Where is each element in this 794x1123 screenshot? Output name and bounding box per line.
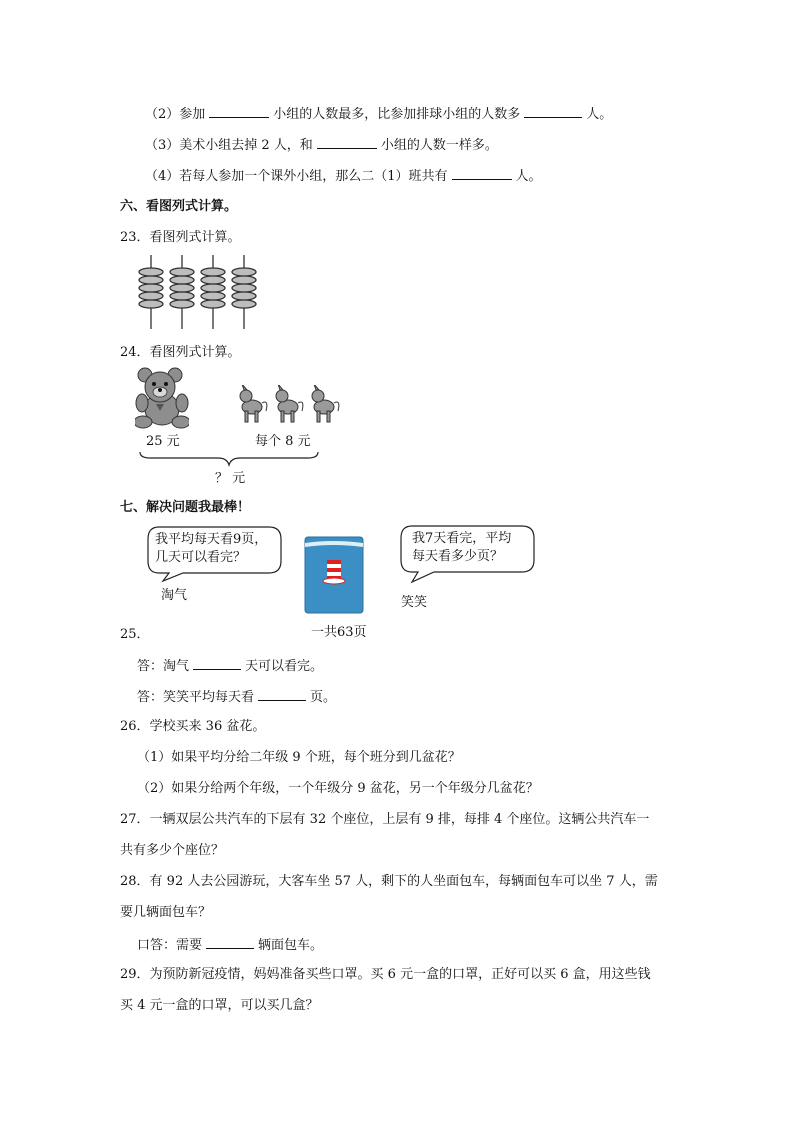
q28-answer-text-b: 辆面包车。 [258, 938, 324, 953]
answer-blank[interactable] [317, 135, 377, 149]
q28-answer [137, 935, 323, 955]
q26-part1: （1）如果平均分给二年级 9 个班，每个班分到几盆花？ [137, 750, 461, 765]
question-27-line2: 共有多少个座位？ [120, 843, 225, 858]
q25-answer-1-text-b: 天可以看完。 [245, 659, 324, 674]
abacus-illustration [132, 255, 262, 329]
q22-part2-text-c: 人。 [586, 107, 613, 122]
answer-blank[interactable] [193, 656, 241, 670]
q22-part4-text-a: （4）若每人参加一个课外小组，那么二（1）班共有 [145, 169, 448, 184]
bubble-left-line1: 我平均每天看9页， [155, 532, 268, 547]
unicorn-toys-icon [236, 385, 346, 425]
question-29-line2: 买 4 元一盒的口罩，可以买几盒？ [120, 998, 319, 1013]
q22-part4-text-b: 人。 [515, 169, 542, 184]
section-heading-7: 七、解决问题我最棒！ [120, 500, 251, 515]
q25-answer-2 [137, 687, 336, 707]
q25-answer-2-text-a: 答：笑笑平均每天看 [137, 690, 255, 705]
q22-part2 [145, 104, 612, 124]
answer-blank[interactable] [524, 104, 582, 118]
bubble-right-line2: 每天看多少页？ [412, 549, 504, 564]
book-caption: 一共63页 [311, 625, 367, 640]
answer-blank[interactable] [206, 935, 254, 949]
q28-answer-text-a: 口答：需要 [137, 938, 203, 953]
q22-part2-text-b: 小组的人数最多，比参加排球小组的人数多 [273, 107, 521, 122]
question-24-title: 24．看图列式计算。 [120, 345, 241, 360]
question-25-label: 25． [120, 627, 150, 642]
answer-blank[interactable] [258, 687, 306, 701]
question-23-title: 23．看图列式计算。 [120, 230, 241, 245]
bubble-right-line1: 我7天看完，平均 [412, 531, 512, 546]
bear-price: 25 元 [146, 434, 180, 449]
q26-part2: （2）如果分给两个年级，一个年级分 9 盆花，另一个年级分几盆花？ [137, 781, 539, 796]
q25-answer-1-text-a: 答：淘气 [137, 659, 190, 674]
q22-part4 [145, 166, 542, 186]
total-price: ？ 元 [215, 471, 246, 486]
unicorn-price: 每个 8 元 [255, 434, 311, 449]
q25-answer-1 [137, 656, 323, 676]
q25-answer-2-text-b: 页。 [310, 690, 337, 705]
q22-part3-text-a: （3）美术小组去掉 2 人，和 [145, 138, 313, 153]
q22-part3-text-b: 小组的人数一样多。 [380, 138, 498, 153]
answer-blank[interactable] [452, 166, 512, 180]
section-heading-6: 六、看图列式计算。 [120, 199, 238, 214]
teddy-bear-icon [135, 367, 189, 429]
name-xiaoxiao: 笑笑 [401, 595, 428, 610]
question-29-line1: 29．为预防新冠疫情，妈妈准备买些口罩。买 6 元一盒的口罩，正好可以买 6 盒，用这些钱 [120, 967, 651, 982]
question-26-title: 26．学校买来 36 盆花。 [120, 719, 266, 734]
question-27-line1: 27．一辆双层公共汽车的下层有 32 个座位，上层有 9 排，每排 4 个座位。这辆公共汽车一 [120, 812, 650, 827]
q22-part3 [145, 135, 498, 155]
answer-blank[interactable] [209, 104, 269, 118]
question-28-line2: 要几辆面包车？ [120, 905, 212, 920]
book-icon [303, 535, 365, 615]
question-28-line1: 28．有 92 人去公园游玩，大客车坐 57 人，剩下的人坐面包车，每辆面包车可以坐 7 人，需 [120, 874, 658, 889]
name-taoqi: 淘气 [161, 588, 188, 603]
bubble-left-line2: 几天可以看完？ [155, 550, 247, 565]
brace-icon [138, 450, 320, 468]
q22-part2-text-a: （2）参加 [145, 107, 206, 122]
